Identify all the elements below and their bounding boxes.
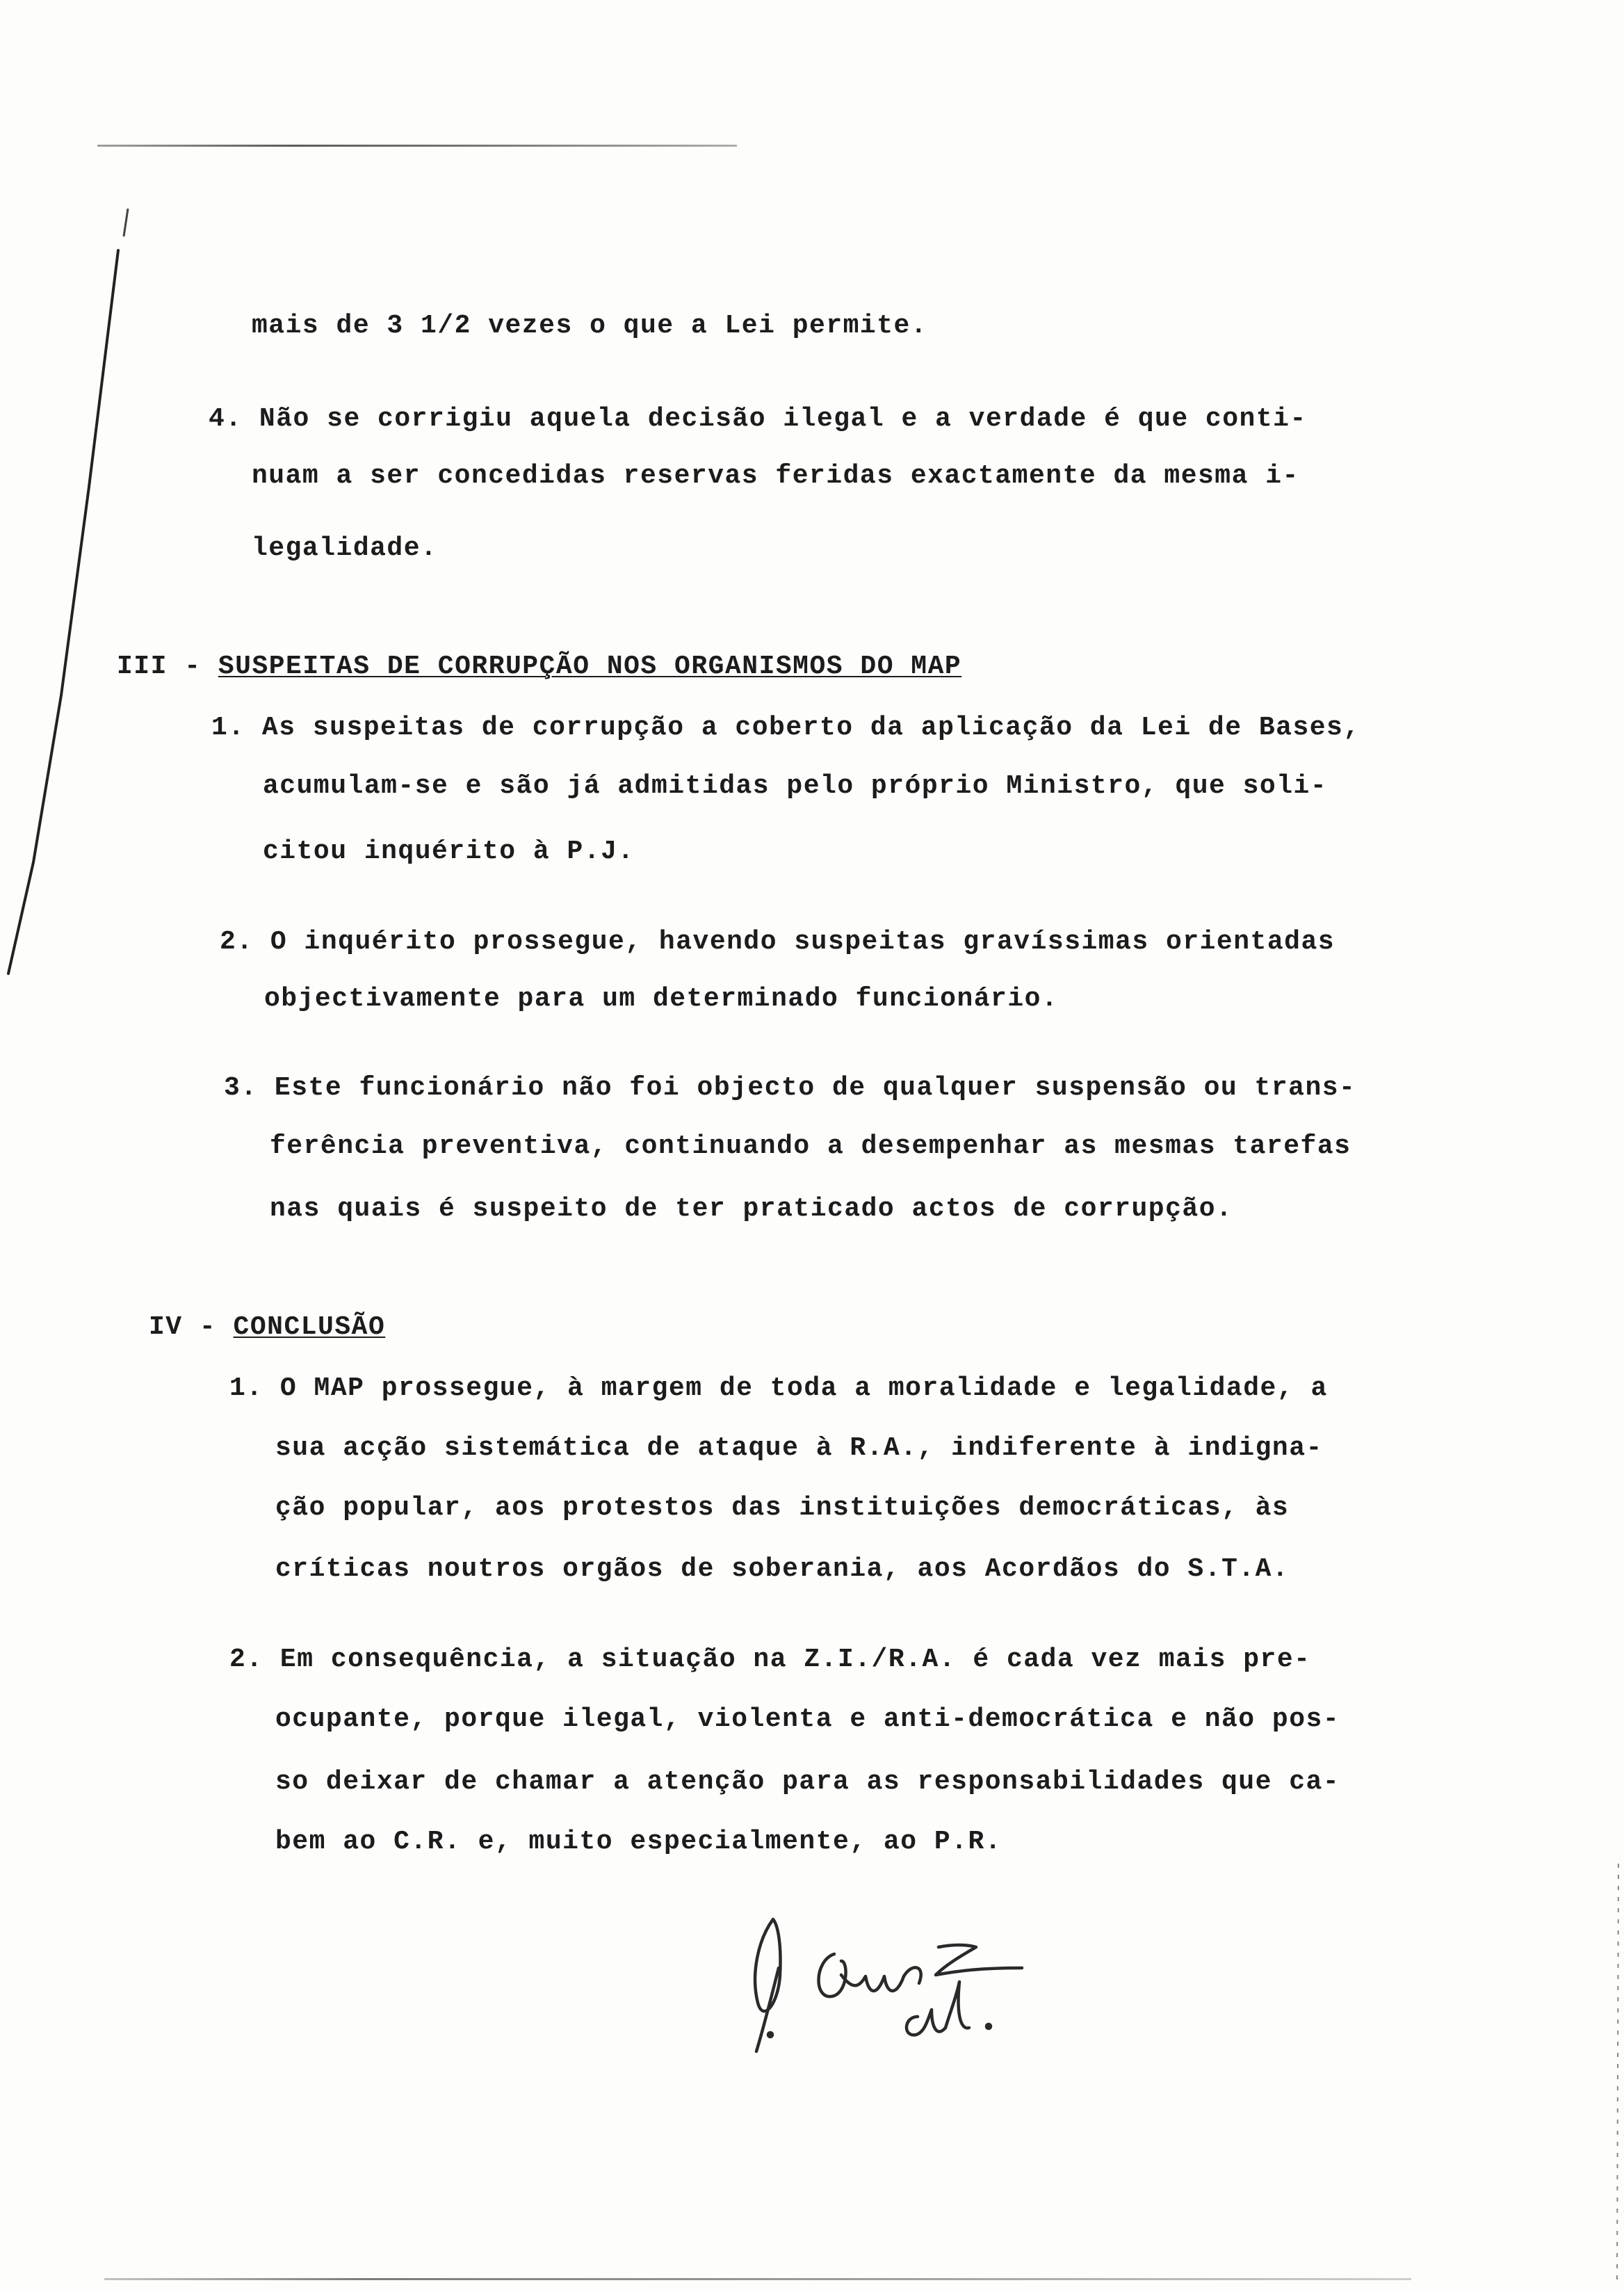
handwritten-signature (730, 1898, 1064, 2065)
section-3-item-3-line-2: ferência preventiva, continuando a desempenhar as mesmas tarefas (270, 1131, 1351, 1161)
section-4-item-2-line-1: Em consequência, a situação na Z.I./R.A. é cada vez mais pre- (279, 1645, 1311, 1674)
section-3-item-2-line-1: O inquérito prossegue, havendo suspeitas gravíssimas orientadas (270, 927, 1335, 957)
section-3-item-1-number: 1. (211, 713, 245, 743)
section-3-item-1 (211, 715, 1361, 741)
item-4-line-1: Não se corrigiu aquela decisão ilegal e a verdade é que conti- (259, 404, 1307, 434)
section-3-title: SUSPEITAS DE CORRUPÇÃO NOS ORGANISMOS DO MAP (218, 652, 962, 681)
continuation-line: mais de 3 1/2 vezes o que a Lei permite. (252, 311, 928, 341)
section-3-item-1-line-1: As suspeitas de corrupção a coberto da aplicação da Lei de Bases, (261, 713, 1361, 743)
section-3-numeral: III - (117, 652, 202, 681)
section-3-item-2 (220, 929, 1335, 955)
section-3-item-3-line-3: nas quais é suspeito de ter praticado actos de corrupção. (270, 1194, 1233, 1224)
bottom-rule (104, 2278, 1411, 2280)
section-3-item-1-line-3: citou inquérito à P.J. (263, 837, 635, 866)
section-3-item-2-number: 2. (220, 927, 254, 957)
section-4-item-1-line-1: O MAP prossegue, à margem de toda a moralidade e legalidade, a (279, 1373, 1328, 1403)
section-4-item-2-line-4: bem ao C.R. e, muito especialmente, ao P.R. (275, 1827, 1002, 1857)
section-3-item-3-line-1: Este funcionário não foi objecto de qualquer suspensão ou trans- (274, 1073, 1356, 1103)
item-4 (209, 406, 1307, 433)
item-4-number: 4. (209, 404, 243, 434)
item-4-line-2: nuam a ser concedidas reservas feridas exactamente da mesma i- (252, 461, 1299, 491)
item-4-line-3: legalidade. (252, 533, 438, 563)
section-4-item-2-line-3: so deixar de chamar a atenção para as responsabilidades que ca- (275, 1767, 1340, 1797)
section-4-item-1-line-4: críticas noutros orgãos de soberania, aos Acordãos do S.T.A. (275, 1554, 1290, 1584)
right-margin-artifact (1603, 1864, 1624, 2281)
section-4-item-2-number: 2. (229, 1645, 263, 1674)
section-4-item-1-line-3: ção popular, aos protestos das instituições democráticas, às (275, 1493, 1290, 1523)
section-3-item-3-number: 3. (224, 1073, 258, 1103)
section-4-item-1 (229, 1375, 1328, 1402)
section-3-heading (117, 654, 961, 680)
section-3-item-3 (224, 1075, 1356, 1101)
section-4-title: CONCLUSÃO (233, 1312, 386, 1342)
section-4-item-2 (229, 1647, 1310, 1673)
section-4-numeral: IV - (149, 1312, 217, 1342)
section-4-item-2-line-2: ocupante, porque ilegal, violenta e anti-democrática e não pos- (275, 1704, 1340, 1734)
section-4-item-1-number: 1. (229, 1373, 263, 1403)
top-rule (97, 145, 737, 147)
section-4-heading (149, 1314, 385, 1341)
left-margin-artifact (0, 0, 181, 1043)
section-3-item-2-line-2: objectivamente para um determinado funcionário. (264, 984, 1059, 1014)
section-3-item-1-line-2: acumulam-se e são já admitidas pelo próprio Ministro, que soli- (263, 771, 1328, 801)
section-4-item-1-line-2: sua acção sistemática de ataque à R.A., indiferente à indigna- (275, 1433, 1323, 1463)
